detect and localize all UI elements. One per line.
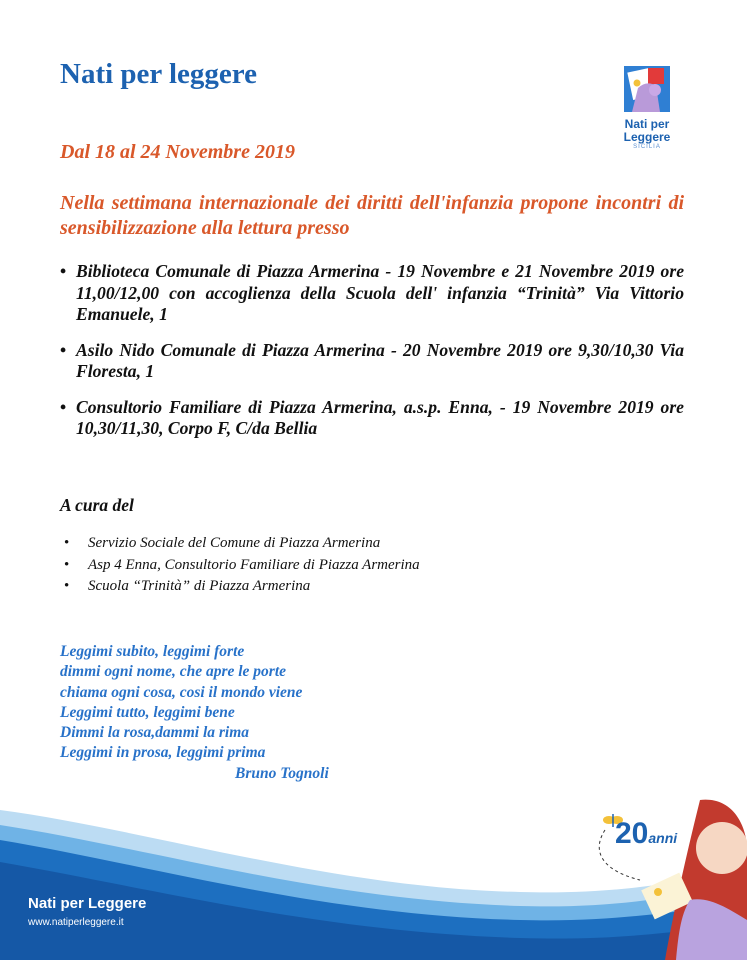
bullet-icon: • (60, 396, 67, 417)
anni-label: anni (648, 830, 678, 846)
curator-text: Servizio Sociale del Comune di Piazza Armerina (88, 535, 381, 551)
poem-line: Leggimi tutto, leggimi bene (60, 703, 235, 721)
poem-author: Bruno Tognoli (235, 764, 329, 782)
poem-line: Leggimi in prosa, leggimi prima (60, 744, 266, 762)
book-child-logo-icon (624, 66, 670, 112)
poem-line: Leggimi subito, leggimi forte (60, 643, 245, 660)
locations-list (60, 261, 684, 454)
event-dates: Dal 18 al 24 Novembre 2019 (60, 141, 295, 163)
footer-url: www.natiperleggere.it (28, 917, 124, 928)
intro-paragraph: Nella settimana internazionale dei diritti dell'infanzia propone incontri di sensibilizzazione alla lettura presso (60, 192, 684, 239)
location-text: Consultorio Familiare di Piazza Armerina, a.s.p. Enna, - 19 Novembre 2019 ore 10,30/11,30, Corpo F, C/da Bellia (76, 396, 684, 438)
bullet-icon: • (60, 261, 67, 281)
poem-line: Dimmi la rosa,dammi la rima (60, 724, 250, 742)
list-item (60, 533, 420, 555)
a-cura-heading: A cura del (60, 495, 134, 515)
bullet-icon: • (64, 578, 70, 594)
footer-brand: Nati per Leggere (28, 895, 147, 912)
poem-line: dimmi ogni nome, che apre le porte (60, 663, 287, 681)
curator-text: Scuola “Trinità” di Piazza Armerina (88, 578, 311, 594)
npl-sicilia-logo (622, 66, 672, 150)
bullet-icon: • (60, 339, 67, 360)
list-item (60, 261, 684, 326)
poem-line: chiama ogni cosa, cosi il mondo viene (60, 683, 303, 701)
list-item (60, 555, 420, 577)
logo-text-line2: Leggere (623, 130, 671, 144)
list-item (60, 340, 684, 383)
logo-text-region: SICILIA (633, 144, 661, 150)
list-item (60, 576, 420, 598)
page-title: Nati per leggere (60, 58, 258, 90)
anni-number: 20 (615, 817, 649, 850)
location-text: Biblioteca Comunale di Piazza Armerina - 19 Novembre e 21 Novembre 2019 ore 11,00/12,00 con accoglienza della Scuola dell' infanzia “Trinità” Via Vittorio Emanuele, 1 (76, 261, 684, 324)
list-item (60, 397, 684, 440)
curators-list (60, 533, 420, 598)
location-text: Asilo Nido Comunale di Piazza Armerina - 20 Novembre 2019 ore 9,30/10,30 Via Floresta, 1 (76, 339, 684, 381)
footer-wave-banner (0, 770, 747, 960)
poem (60, 642, 329, 784)
bullet-icon: • (64, 556, 70, 573)
curator-text: Asp 4 Enna, Consultorio Familiare di Piazza Armerina (88, 556, 420, 573)
logo-text-line1: Nati per (624, 117, 670, 131)
bullet-icon: • (64, 535, 70, 551)
twenty-years-badge (615, 817, 677, 851)
